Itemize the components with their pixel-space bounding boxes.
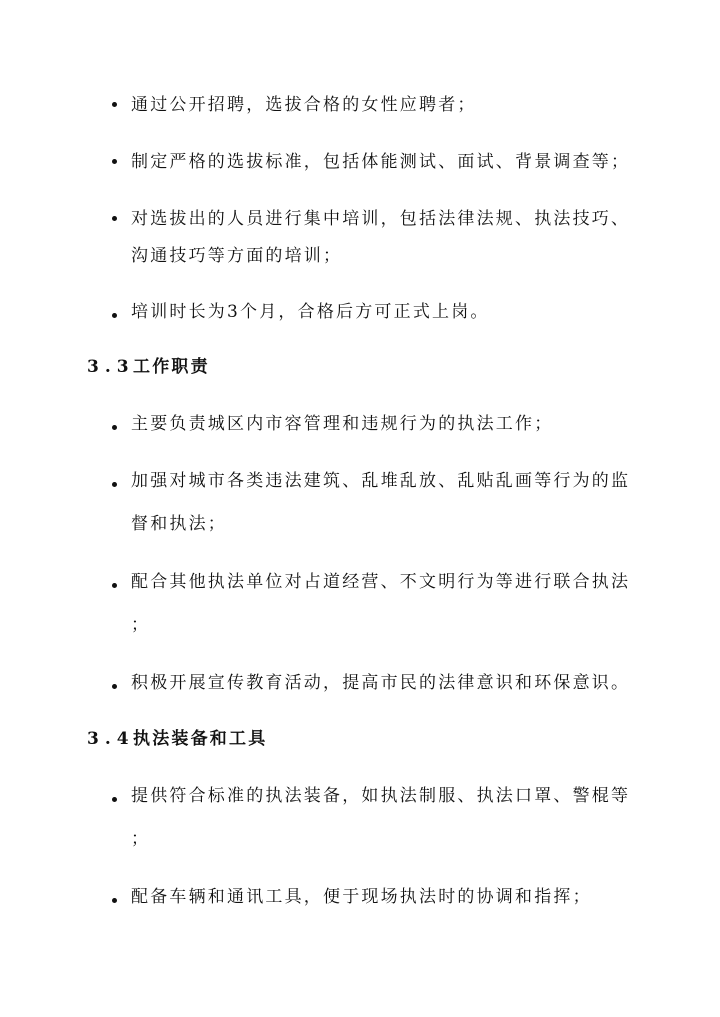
list-item-text: 通过公开招聘，选拔合格的女性应聘者； bbox=[131, 95, 477, 115]
bullet-marker bbox=[112, 313, 117, 318]
bullet-marker bbox=[112, 684, 117, 689]
bullet-marker bbox=[112, 159, 117, 164]
list-item-text-continued: ； bbox=[131, 829, 151, 849]
list-item-text: 对选拔出的人员进行集中培训，包括法律法规、执法技巧、 bbox=[131, 209, 631, 229]
list-item-text: 积极开展宣传教育活动，提高市民的法律意识和环保意识。 bbox=[131, 673, 631, 693]
section-heading bbox=[87, 357, 210, 377]
bullet-marker bbox=[112, 797, 117, 802]
bullet-marker bbox=[112, 482, 117, 487]
bullet-marker bbox=[112, 898, 117, 903]
bullet-marker bbox=[112, 102, 117, 107]
list-item-text: 主要负责城区内市容管理和违规行为的执法工作； bbox=[131, 414, 554, 434]
bullet-marker bbox=[112, 216, 117, 221]
bullet-marker bbox=[112, 583, 117, 588]
section-title: 执法装备和工具 bbox=[133, 729, 268, 749]
list-item-text: 配备车辆和通讯工具，便于现场执法时的协调和指挥； bbox=[131, 887, 592, 907]
section-number: 3.4 bbox=[87, 729, 135, 749]
section-number: 3.3 bbox=[87, 357, 135, 377]
list-item-text: 制定严格的选拔标准，包括体能测试、面试、背景调查等； bbox=[131, 152, 631, 172]
section-title: 工作职责 bbox=[133, 357, 210, 377]
list-item-text: 加强对城市各类违法建筑、乱堆乱放、乱贴乱画等行为的监 bbox=[131, 471, 631, 491]
list-item-text-continued: ； bbox=[131, 615, 151, 635]
bullet-marker bbox=[112, 425, 117, 430]
list-item-text: 培训时长为3个月，合格后方可正式上岗。 bbox=[131, 302, 490, 322]
list-item-text-continued: 督和执法； bbox=[131, 514, 227, 534]
list-item-text: 提供符合标准的执法装备，如执法制服、执法口罩、警棍等 bbox=[131, 786, 631, 806]
list-item-text-continued: 沟通技巧等方面的培训； bbox=[131, 246, 343, 266]
list-item-text: 配合其他执法单位对占道经营、不文明行为等进行联合执法 bbox=[131, 572, 631, 592]
section-heading bbox=[87, 729, 267, 749]
